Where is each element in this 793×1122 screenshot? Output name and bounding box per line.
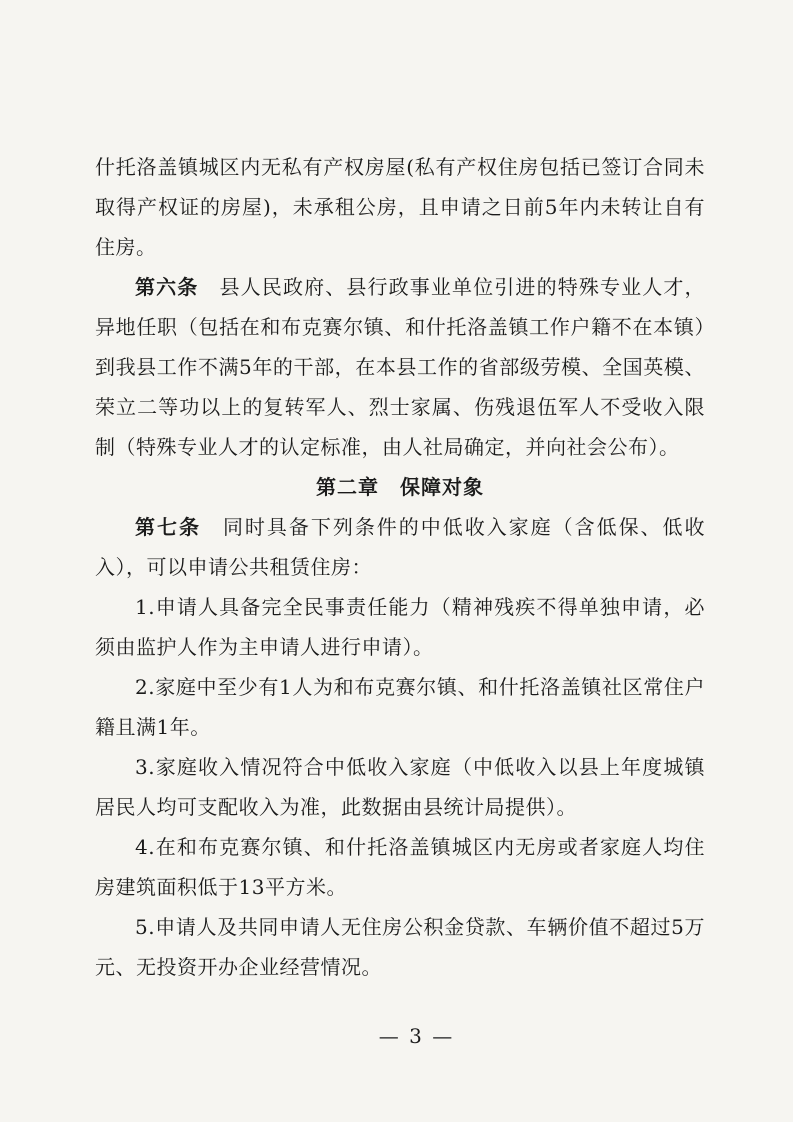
list-item: 2.家庭中至少有1人为和布克赛尔镇、和什托洛盖镇社区常住户籍且满1年。: [95, 675, 705, 739]
article-text: 县人民政府、县行政事业单位引进的特殊专业人才，异地任职（包括在和布克赛尔镇、和什托洛盖镇工作户籍不在本镇）到我县工作不满5年的干部，在本县工作的省部级劳模、全国英模、荣立二等功以上的复转军人、烈士家属、伤残退伍军人不受收入限制（特殊专业人才的认定标准，由人社局确定，并向社会公布）。: [95, 275, 706, 459]
paragraph-continuation: 什托洛盖镇城区内无私有产权房屋(私有产权住房包括已签订合同未取得产权证的房屋)，未承租公房，且申请之日前5年内未转让自有住房。: [95, 155, 705, 259]
page-number: — 3 —: [378, 1024, 455, 1048]
list-item: 1.申请人具备完全民事责任能力（精神残疾不得单独申请，必须由监护人作为主申请人进行申请）。: [95, 595, 705, 659]
article-text: 同时具备下列条件的中低收入家庭（含低保、低收入），可以申请公共租赁住房：: [95, 515, 706, 579]
list-item: 3.家庭收入情况符合中低收入家庭（中低收入以县上年度城镇居民人均可支配收入为准，此数据由县统计局提供）。: [95, 755, 705, 819]
article-label: 第七条: [135, 515, 201, 539]
article-label: 第六条: [135, 275, 199, 299]
list-item: 4.在和布克赛尔镇、和什托洛盖镇城区内无房或者家庭人均住房建筑面积低于13平方米。: [95, 835, 705, 899]
article-6: [95, 267, 705, 467]
article-7: [95, 507, 705, 587]
list-item: 5.申请人及共同申请人无住房公积金贷款、车辆价值不超过5万元、无投资开办企业经营情况。: [95, 915, 705, 979]
chapter-heading: 第二章 保障对象: [316, 475, 484, 499]
document-body: [95, 147, 705, 987]
